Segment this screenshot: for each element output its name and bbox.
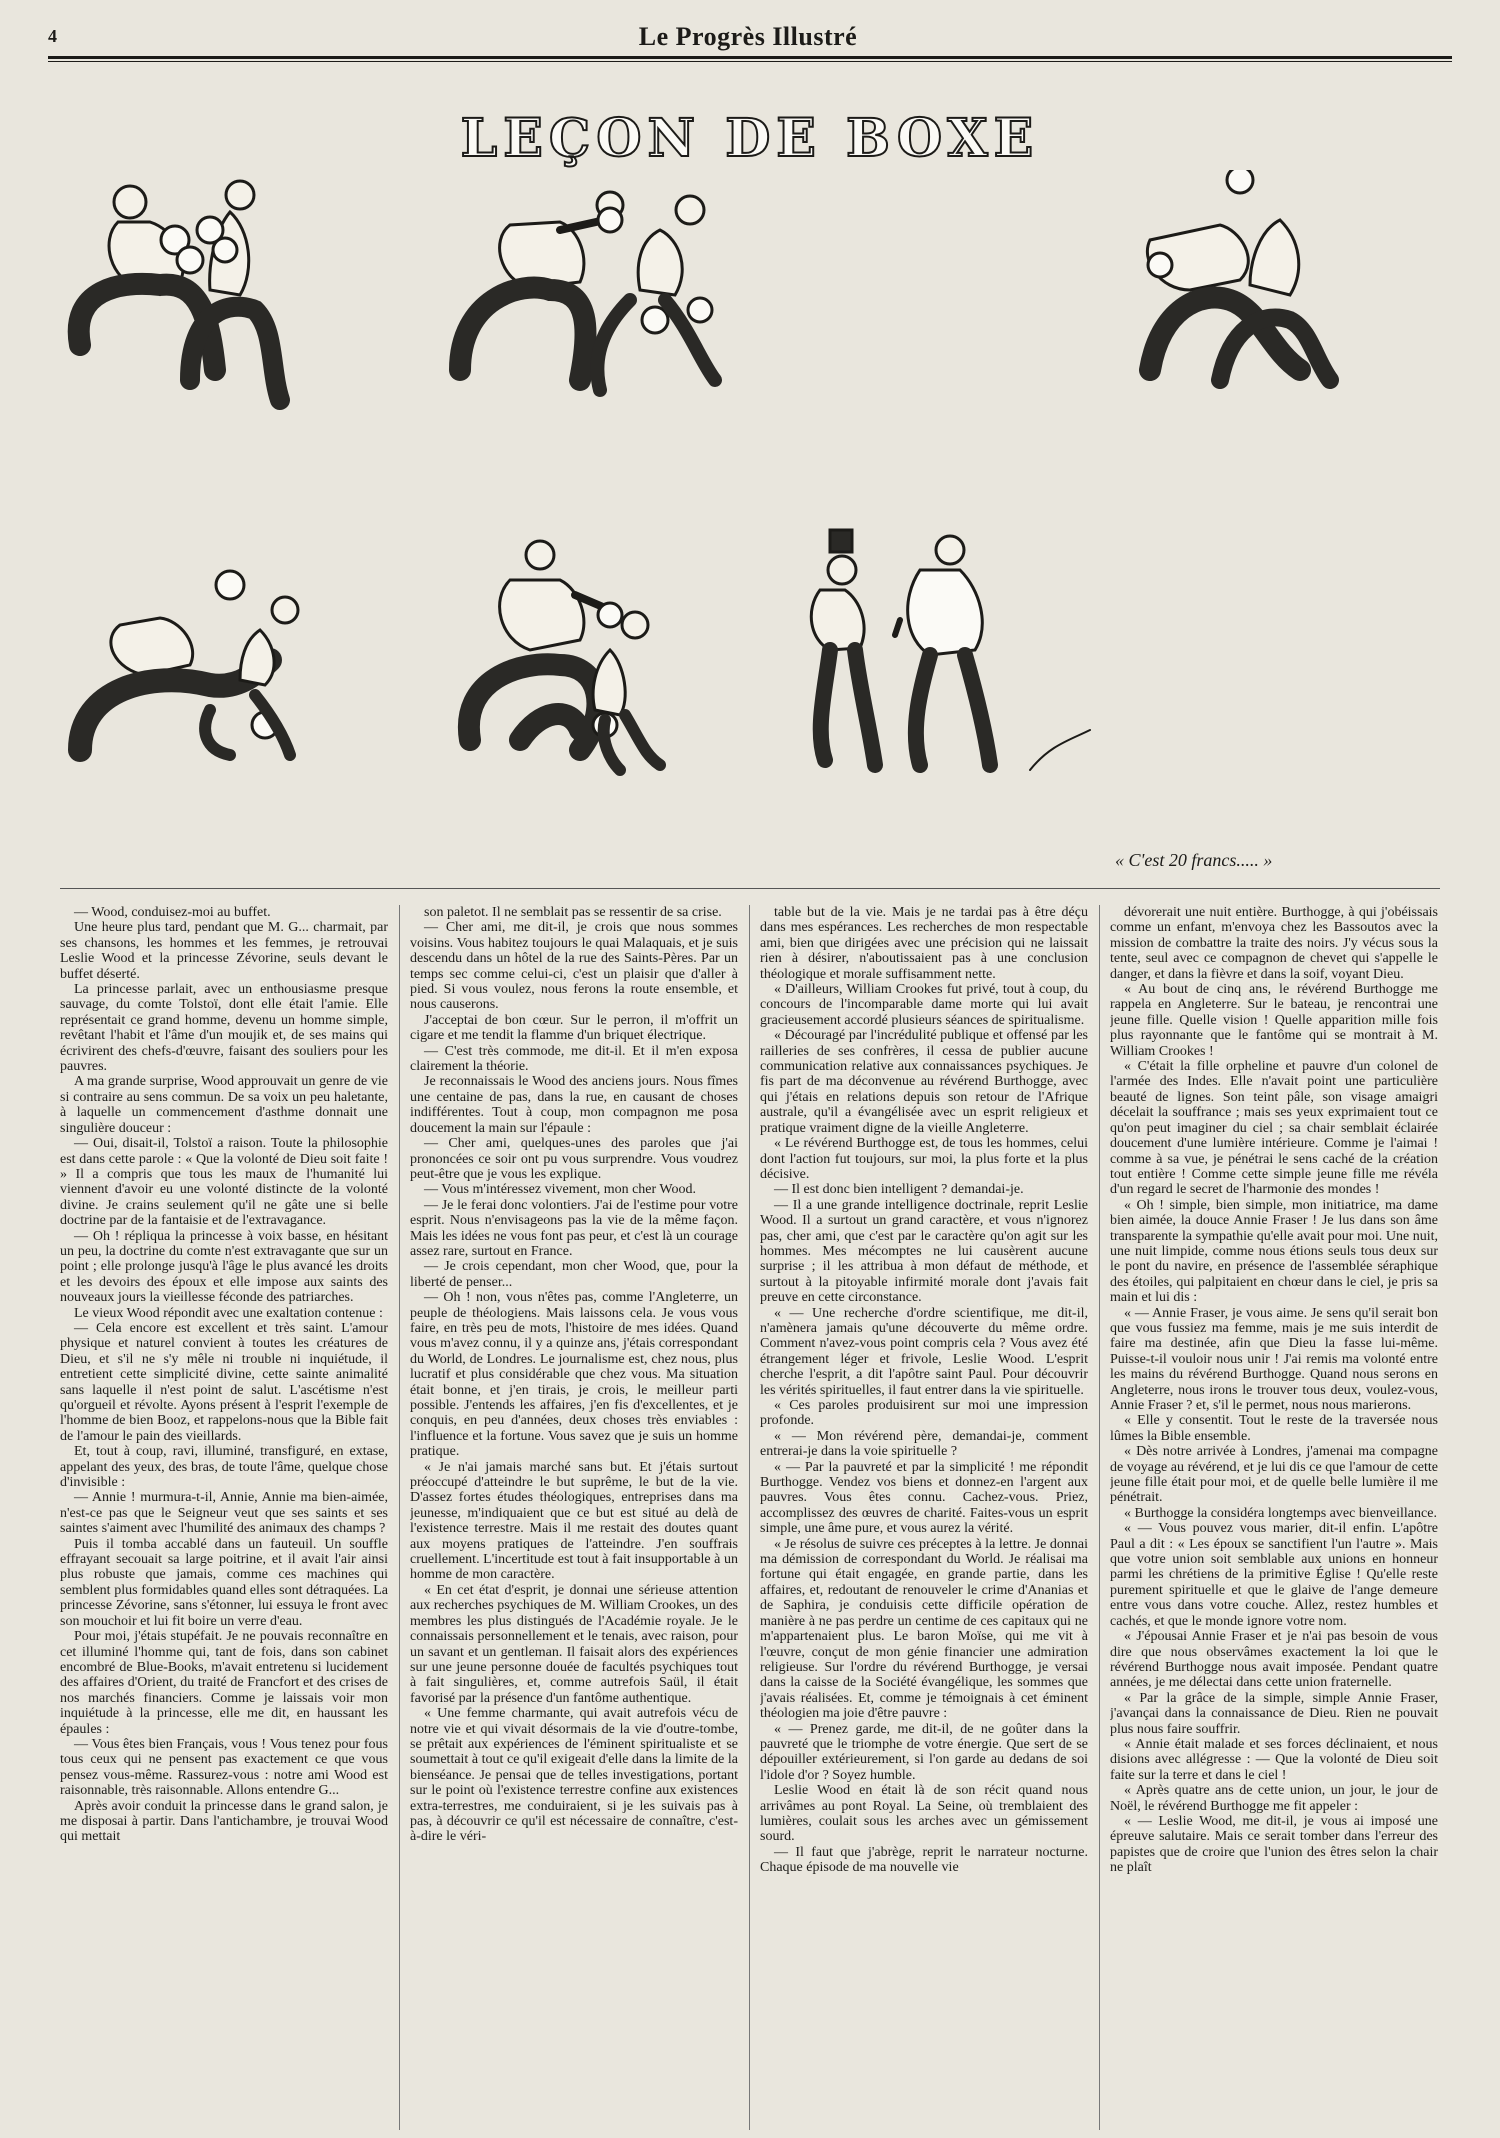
- boxing-panel-1: [79, 181, 280, 400]
- paragraph: — Cela encore est excellent et très saint. L'amour physique et naturel convient à toutes les créatures de Dieu, et s'il ne s'y mêle ni trouble ni inquiétude, il entretient cette simplicité divine, cette sainte animalité sans laquelle il n'est point de salut. L'ascétisme n'est qu'orgueil et révolte. Ayons présent à l'esprit l'exemple de l'homme de bien Booz, et rappelons-nous que la Bible fait de l'amour le pain des vieillards.: [60, 1320, 388, 1444]
- paragraph: « Dès notre arrivée à Londres, j'amenai ma compagne de voyage au révérend, et je lui dis ce que l'amour de cette jeune fille était pour moi, et de quelle belle lumière il me pénétrait.: [1110, 1444, 1438, 1506]
- paragraph: « Je résolus de suivre ces préceptes à la lettre. Je donnai ma démission de correspondant du World. Je réalisai ma fortune qui était engagée, en grande partie, dans les affaires, et, redoutant de renouveler le crime d'Ananias et de Saphira, je conduisis cette difficile opération de manière à ne pas perdre un centime de ces capitaux qui ne m'appartenaient plus. Le baron Moïse, qui me vit à l'œuvre, conçut de mon génie financier une admiration religieuse. Sur l'ordre du révérend Burthogge, je versai dans la caisse de la Société évangélique, les sommes que j'avais réalisées. Et, comme je témoignais à cet éminent théologien ma joie d'être pauvre :: [760, 1536, 1088, 1722]
- article-body: [60, 905, 1440, 2130]
- paragraph: — Oh ! non, vous n'êtes pas, comme l'Angleterre, un peuple de théologiens. Mais laissons cela. Je vous vous faire, en très peu de mots, l'histoire de mes idées. Quand vous m'avez connu, il y a quinze ans, j'étais correspondant du World, de Londres. Le journalisme est, chez nous, plus lucratif et plus considérable que chez vous. Ma situation était bonne, et j'en tirais, je crois, le meilleur parti possible. J'entends les affaires, j'en fis d'excellentes, et je conquis, en peu d'années, deux choses très enviables : l'influence et la fortune. Vous savez que je suis un homme pratique.: [410, 1290, 738, 1460]
- paragraph: A ma grande surprise, Wood approuvait un genre de vie si contraire au sens commun. De sa voix un peu haletante, à laquelle un commencement d'asthme donnait une singulière douceur :: [60, 1074, 388, 1136]
- paragraph: — Il est donc bien intelligent ? demandai-je.: [774, 1182, 1024, 1198]
- paragraph: dévorerait une nuit entière. Burthogge, à qui j'obéissais comme un enfant, m'envoya chez les Bassoutos avec la mission de combattre la traite des noirs. J'y vécus sous la tente, seul avec ce compagnon de chevet qui s'appelle le danger, et dans la fièvre et dans la soif, voyant Dieu.: [1110, 905, 1438, 982]
- paragraph: « C'était la fille orpheline et pauvre d'un colonel de l'armée des Indes. Elle n'avait point une particulière beauté de lignes. Son teint pâle, son visage amaigri décelait la souffrance ; mais ses yeux exprimaient tout ce qu'on peut imaginer du ciel ; sa chair semblait éclairée doucement d'une lumière intérieure. Comme je l'aimai ! comme à sa vue, je pénétrai le sens caché de la création tout entière ! Comme cette simple jeune fille me révéla d'un regard le secret de l'harmonie des mondes !: [1110, 1059, 1438, 1198]
- paragraph: « — Prenez garde, me dit-il, de ne goûter dans la pauvreté que le triomphe de votre énergie. Que sert de se dépouiller extérieurement, si l'on garde au dedans de soi l'idole d'or ? Soyez humble.: [760, 1721, 1088, 1783]
- paragraph: son paletot. Il ne semblait pas se ressentir de sa crise.: [424, 905, 722, 920]
- header-rule-thin: [48, 61, 1452, 62]
- paragraph: — Annie ! murmura-t-il, Annie, Annie ma bien-aimée, n'est-ce pas que le Seigneur veut que ses saints et ses saintes s'aiment avec l'humilité des animaux des champs ?: [60, 1490, 388, 1537]
- paragraph: Et, tout à coup, ravi, illuminé, transfiguré, en extase, appelant des yeux, des bras, de toute l'âme, quelque chose d'invisible :: [60, 1444, 388, 1491]
- paragraph: Pour moi, j'étais stupéfait. Je ne pouvais reconnaître en cet illuminé l'homme qui, tant de fois, dans son cabinet encombré de Blue-Books, m'avait entretenu si lucidement des affaires d'Orient, du traité de Francfort et des crises de nos marchés financiers. Comme je laissais voir mon inquiétude à la princesse, elle me dit, en haussant les épaules :: [60, 1629, 388, 1737]
- paragraph: « — Vous pouvez vous marier, dit-il enfin. L'apôtre Paul a dit : « Les époux se sanctifient l'un l'autre ». Mais que votre union soit semblable aux unions en honneur parmi les chrétiens de la primitive Église ! Qu'elle reste purement spirituelle et que le glaive de l'ange demeure entre vous dans votre couche. Allez, restez humbles et cachés, et que le monde ignore votre nom.: [1110, 1521, 1438, 1629]
- section-rule: [60, 888, 1440, 889]
- paragraph: — Cher ami, quelques-unes des paroles que j'ai prononcées ce soir ont pu vous surprendre. Vous voudrez peut-être que je vous les explique.: [410, 1136, 738, 1182]
- paragraph: Puis il tomba accablé dans un fauteuil. Un souffle effrayant secouait sa large poitrine, et il avait l'air ainsi plus robuste que jamais, comme ces machines qui semblent plus formidables quand elles sont détraquées. La princesse Zévorine, sans s'étonner, lui essuya le front avec son mouchoir et lui fit boire un verre d'eau.: [60, 1536, 388, 1629]
- paragraph: « Au bout de cinq ans, le révérend Burthogge me rappela en Angleterre. Sur le bateau, je rencontrai une jeune fille. Quelle vision ! Quelle apparition mille fois plus rayonnante que le fantôme qui se montrait à M. William Crookes !: [1110, 982, 1438, 1059]
- paragraph: « D'ailleurs, William Crookes fut privé, tout à coup, du concours de l'incomparable dame morte qui lui avait gracieusement accordé plusieurs séances de spiritualisme.: [760, 982, 1088, 1028]
- page-header: [48, 22, 1448, 56]
- paragraph: « J'épousai Annie Fraser et je n'ai pas besoin de vous dire que nous observâmes exactement la loi que le révérend Burthogge nous avait imposée. Pendant quatre années, je me délectai dans cette union fraternelle.: [1110, 1629, 1438, 1691]
- paragraph: « — Par la pauvreté et par la simplicité ! me répondit Burthogge. Vendez vos biens et donnez-en l'argent aux pauvres. Vous êtes connu. Cachez-vous. Priez, accomplissez des œuvres de charité. Faites-vous un esprit simple, une âme pure, et vous aurez la vérité.: [760, 1459, 1088, 1537]
- paragraph: — Cher ami, me dit-il, je crois que nous sommes voisins. Vous habitez toujours le quai Malaquais, et je suis descendu dans un hôtel de la rue des Saints-Pères. Par un temps sec comme celui-ci, c'est un plaisir que d'aller à pied. Si vous voulez, nous ferons la route ensemble, et nous causerons.: [410, 920, 738, 1013]
- paragraph: « Oh ! simple, bien simple, mon initiatrice, ma dame bien aimée, la douce Annie Fraser ! Je lus dans son âme transparente la sympathie qu'elle avait pour moi. Une nuit, une nuit limpide, comme nous étions seuls tous deux sur le pont du navire, en présence de l'assemblée séraphique des étoiles, qui palpitaient en chœur dans le ciel, je pris sa main et lui dis :: [1110, 1197, 1438, 1306]
- paragraph: « Elle y consentit. Tout le reste de la traversée nous lûmes la Bible ensemble.: [1110, 1413, 1438, 1444]
- paragraph: — Oui, disait-il, Tolstoï a raison. Toute la philosophie est dans cette parole : « Que la volonté de Dieu soit faite ! » Il a compris que tous les maux de l'humanité lui viennent d'avoir eu une volonté distincte de la volonté divine. Je crains seulement qu'il ne gâte une si belle doctrine par de la fantaisie et de l'extravagance.: [60, 1136, 388, 1229]
- paragraph: « Annie était malade et ses forces déclinaient, et nous disions avec allégresse : — Que la volonté de Dieu soit faite sur la terre et dans le ciel !: [1110, 1736, 1438, 1783]
- paragraph: — Il faut que j'abrège, reprit le narrateur nocturne. Chaque épisode de ma nouvelle vie: [760, 1844, 1088, 1876]
- boxing-panel-6: [811, 530, 1090, 770]
- boxing-panel-2: [460, 192, 715, 390]
- boxing-panel-3: [1147, 170, 1330, 380]
- paragraph: « Découragé par l'incrédulité publique et offensé par les railleries de ses confrères, il cessa de publier aucune communication relative aux connaissances psychiques. Je fis part de ma déconvenue au révérend Burthogge, avec qui j'étais en relations depuis son retour de l'Afrique australe, qu'il a évangélisée avec un esprit religieux et pratique vraiment digne de la vieille Angleterre.: [760, 1028, 1088, 1136]
- paragraph: Leslie Wood en était là de son récit quand nous arrivâmes au pont Royal. La Seine, où tremblaient des lumières, coulait sous les arches avec un gémissement sourd.: [760, 1783, 1088, 1845]
- paragraph: — Je le ferai donc volontiers. J'ai de l'estime pour votre esprit. Nous n'envisageons pas la vie de la même façon. Mais les idées ne vous font pas peur, et c'est là un courage assez rare, surtout en France.: [410, 1197, 738, 1259]
- paragraph: « — Leslie Wood, me dit-il, je vous ai imposé une épreuve salutaire. Mais ce serait tomber dans l'erreur des papistes que de croire que l'union des êtres selon la chair ne plaît: [1110, 1813, 1438, 1876]
- paragraph: — Vous m'intéressez vivement, mon cher Wood.: [424, 1182, 697, 1198]
- boxing-illustration: [60, 170, 1440, 890]
- text-column-2: [410, 905, 738, 2130]
- boxing-panel-4: [80, 571, 298, 755]
- text-column-1: [60, 905, 388, 2130]
- text-column-4: [1110, 905, 1438, 2130]
- paragraph: — C'est très commode, me dit-il. Et il m'en exposa clairement la théorie.: [410, 1043, 738, 1075]
- paragraph: La princesse parlait, avec un enthousiasme presque sauvage, du comte Tolstoï, dont elle était l'amie. Elle représentait ce grand homme, devenu un homme simple, revêtant l'habit et l'âme d'un moujik et, de ses mains qui écrivirent des chefs-d'œuvre, faisant des souliers pour les pauvres.: [60, 982, 388, 1075]
- paragraph: « — Une recherche d'ordre scientifique, me dit-il, n'amènera jamais qu'une découverte du même ordre. Comment n'avez-vous point compris cela ? Vous avez été étrangement léger et frivole, Leslie Wood. L'esprit cherche l'esprit, a dit l'apôtre saint Paul. Pour découvrir les vérités spirituelles, il faut entrer dans la vie spirituelle.: [760, 1305, 1088, 1398]
- illustration-title: LEÇON DE BOXE: [460, 108, 1040, 169]
- paragraph: « Ces paroles produisirent sur moi une impression profonde.: [760, 1398, 1088, 1429]
- paragraph: — Oh ! répliqua la princesse à voix basse, en hésitant un peu, la doctrine du comte n'est extravagante que sur un point ; elle prolonge jusqu'à l'âge le plus avancé les droits et les devoirs des époux et elle impose aux saints des nouveaux jours la vieillesse féconde des patriarches.: [60, 1228, 388, 1306]
- paragraph: table but de la vie. Mais je ne tardai pas à être déçu dans mes espérances. Les recherches de mon respectable ami, bien que dirigées avec une précision qui ne laissait rien à désirer, n'aboutissaient pas à une conclusion théologique et morale suffisamment nette.: [760, 905, 1088, 982]
- text-column-3: [760, 905, 1088, 2130]
- paragraph: — Vous êtes bien Français, vous ! Vous tenez pour fous tous ceux qui ne pensent pas exactement ce que vous pensez vous-même. Rassurez-vous : notre ami Wood est raisonnable, très raisonnable. Allons entendre G...: [60, 1736, 388, 1799]
- paragraph: « — Mon révérend père, demandai-je, comment entrerai-je dans la voie spirituelle ?: [760, 1428, 1088, 1460]
- paragraph: « Le révérend Burthogge est, de tous les hommes, celui dont l'action fut toujours, sur moi, la plus forte et la plus décisive.: [760, 1136, 1088, 1182]
- page-number: 4: [48, 26, 57, 46]
- paragraph: « Après quatre ans de cette union, un jour, le jour de Noël, le révérend Burthogge me fit appeler :: [1110, 1783, 1438, 1814]
- paragraph: Une heure plus tard, pendant que M. G... charmait, par ses chansons, les hommes et les femmes, je retrouvai Leslie Wood et la princesse Zévorine, seuls devant le buffet déserté.: [60, 920, 388, 982]
- boxing-panel-5: [469, 541, 660, 770]
- column-divider: [749, 905, 750, 2130]
- paragraph: « Par la grâce de la simple, simple Annie Fraser, j'avançai dans la connaissance de Dieu. Rien ne pouvait plus nous faire souffrir.: [1110, 1690, 1438, 1737]
- paragraph: « — Annie Fraser, je vous aime. Je sens qu'il serait bon que vous fussiez ma femme, mais je me suis interdit de faire ma destinée, afin que Dieu la fasse lui-même. Puisse-t-il vouloir nous unir ! J'ai remis ma volonté entre les mains du révérend Burthogge. Quand nous serons en Angleterre, nous irons le trouver tous deux, voulez-vous, Annie Fraser ? et, s'il le permet, nous nous marierons.: [1110, 1305, 1438, 1413]
- paragraph: « Je n'ai jamais marché sans but. Et j'étais surtout préoccupé d'atteindre le but suprême, le but de la vie. D'assez fortes études théologiques, entreprises dans ma jeunesse, m'indiquaient que ce but est situé au delà de l'existence terrestre. Mais il me restait des doutes quant aux moyens pratiques de l'atteindre. J'en souffrais cruellement. L'incertitude est tout à fait insupportable à un homme de mon caractère.: [410, 1459, 738, 1583]
- paragraph: — Je crois cependant, mon cher Wood, que, pour la liberté de penser...: [410, 1259, 738, 1290]
- paragraph: « Une femme charmante, qui avait autrefois vécu de notre vie et qui vivait désormais de la vie d'outre-tombe, se prêtait aux expériences de l'éminent spiritualiste et se soumettait à tout ce qu'il exigeait d'elle dans la limite de la bienséance. Je pensai que de telles investigations, portant sur le point où l'existence terrestre confine aux existences extra-terrestres, me conduiraient, si je les suivais pas à pas, à découvrir ce qu'il est nécessaire de connaître, c'est-à-dire le véri-: [410, 1706, 738, 1845]
- paragraph: — Wood, conduisez-moi au buffet.: [74, 905, 271, 920]
- header-rule: [48, 56, 1452, 59]
- paragraph: J'acceptai de bon cœur. Sur le perron, il m'offrit un cigare et me tendit la flamme d'un briquet électrique.: [410, 1012, 738, 1044]
- column-divider: [1099, 905, 1100, 2130]
- paragraph: Je reconnaissais le Wood des anciens jours. Nous fîmes une centaine de pas, dans la rue, en causant de choses indifférentes. Tout à coup, mon compagnon me posa doucement la main sur l'épaule :: [410, 1074, 738, 1136]
- illustration-caption: « C'est 20 francs..... »: [1115, 850, 1273, 870]
- column-divider: [399, 905, 400, 2130]
- paragraph: « En cet état d'esprit, je donnai une sérieuse attention aux recherches psychiques de M. William Crookes, un des membres les plus distingués de l'Académie royale. Je le connaissais personnellement et le tenais, avec raison, pour un savant et un gentleman. Il faisait alors des expériences sur une jeune personne douée de facultés psychiques tout à fait singulières, et, comme autrefois Saül, il était favorisé par la présence d'un fantôme authentique.: [410, 1582, 738, 1706]
- paragraph: « Burthogge la considéra longtemps avec bienveillance.: [1124, 1505, 1437, 1521]
- paragraph: — Il a une grande intelligence doctrinale, reprit Leslie Wood. Il a surtout un grand caractère, et vous n'ignorez pas, cher ami, que c'est par le caractère qu'on agit sur les hommes. Mes mécomptes ne lui causèrent aucune surprise ; il les attribua à mon défaut de méthode, et surtout à la pitoyable infirmité morale dont j'avais fait preuve en cette circonstance.: [760, 1197, 1088, 1306]
- journal-title: Le Progrès Illustré: [638, 22, 858, 51]
- paragraph: Le vieux Wood répondit avec une exaltation contenue :: [74, 1305, 383, 1321]
- paragraph: Après avoir conduit la princesse dans le grand salon, je me disposai à partir. Dans l'antichambre, je trouvai Wood qui mettait: [60, 1798, 388, 1845]
